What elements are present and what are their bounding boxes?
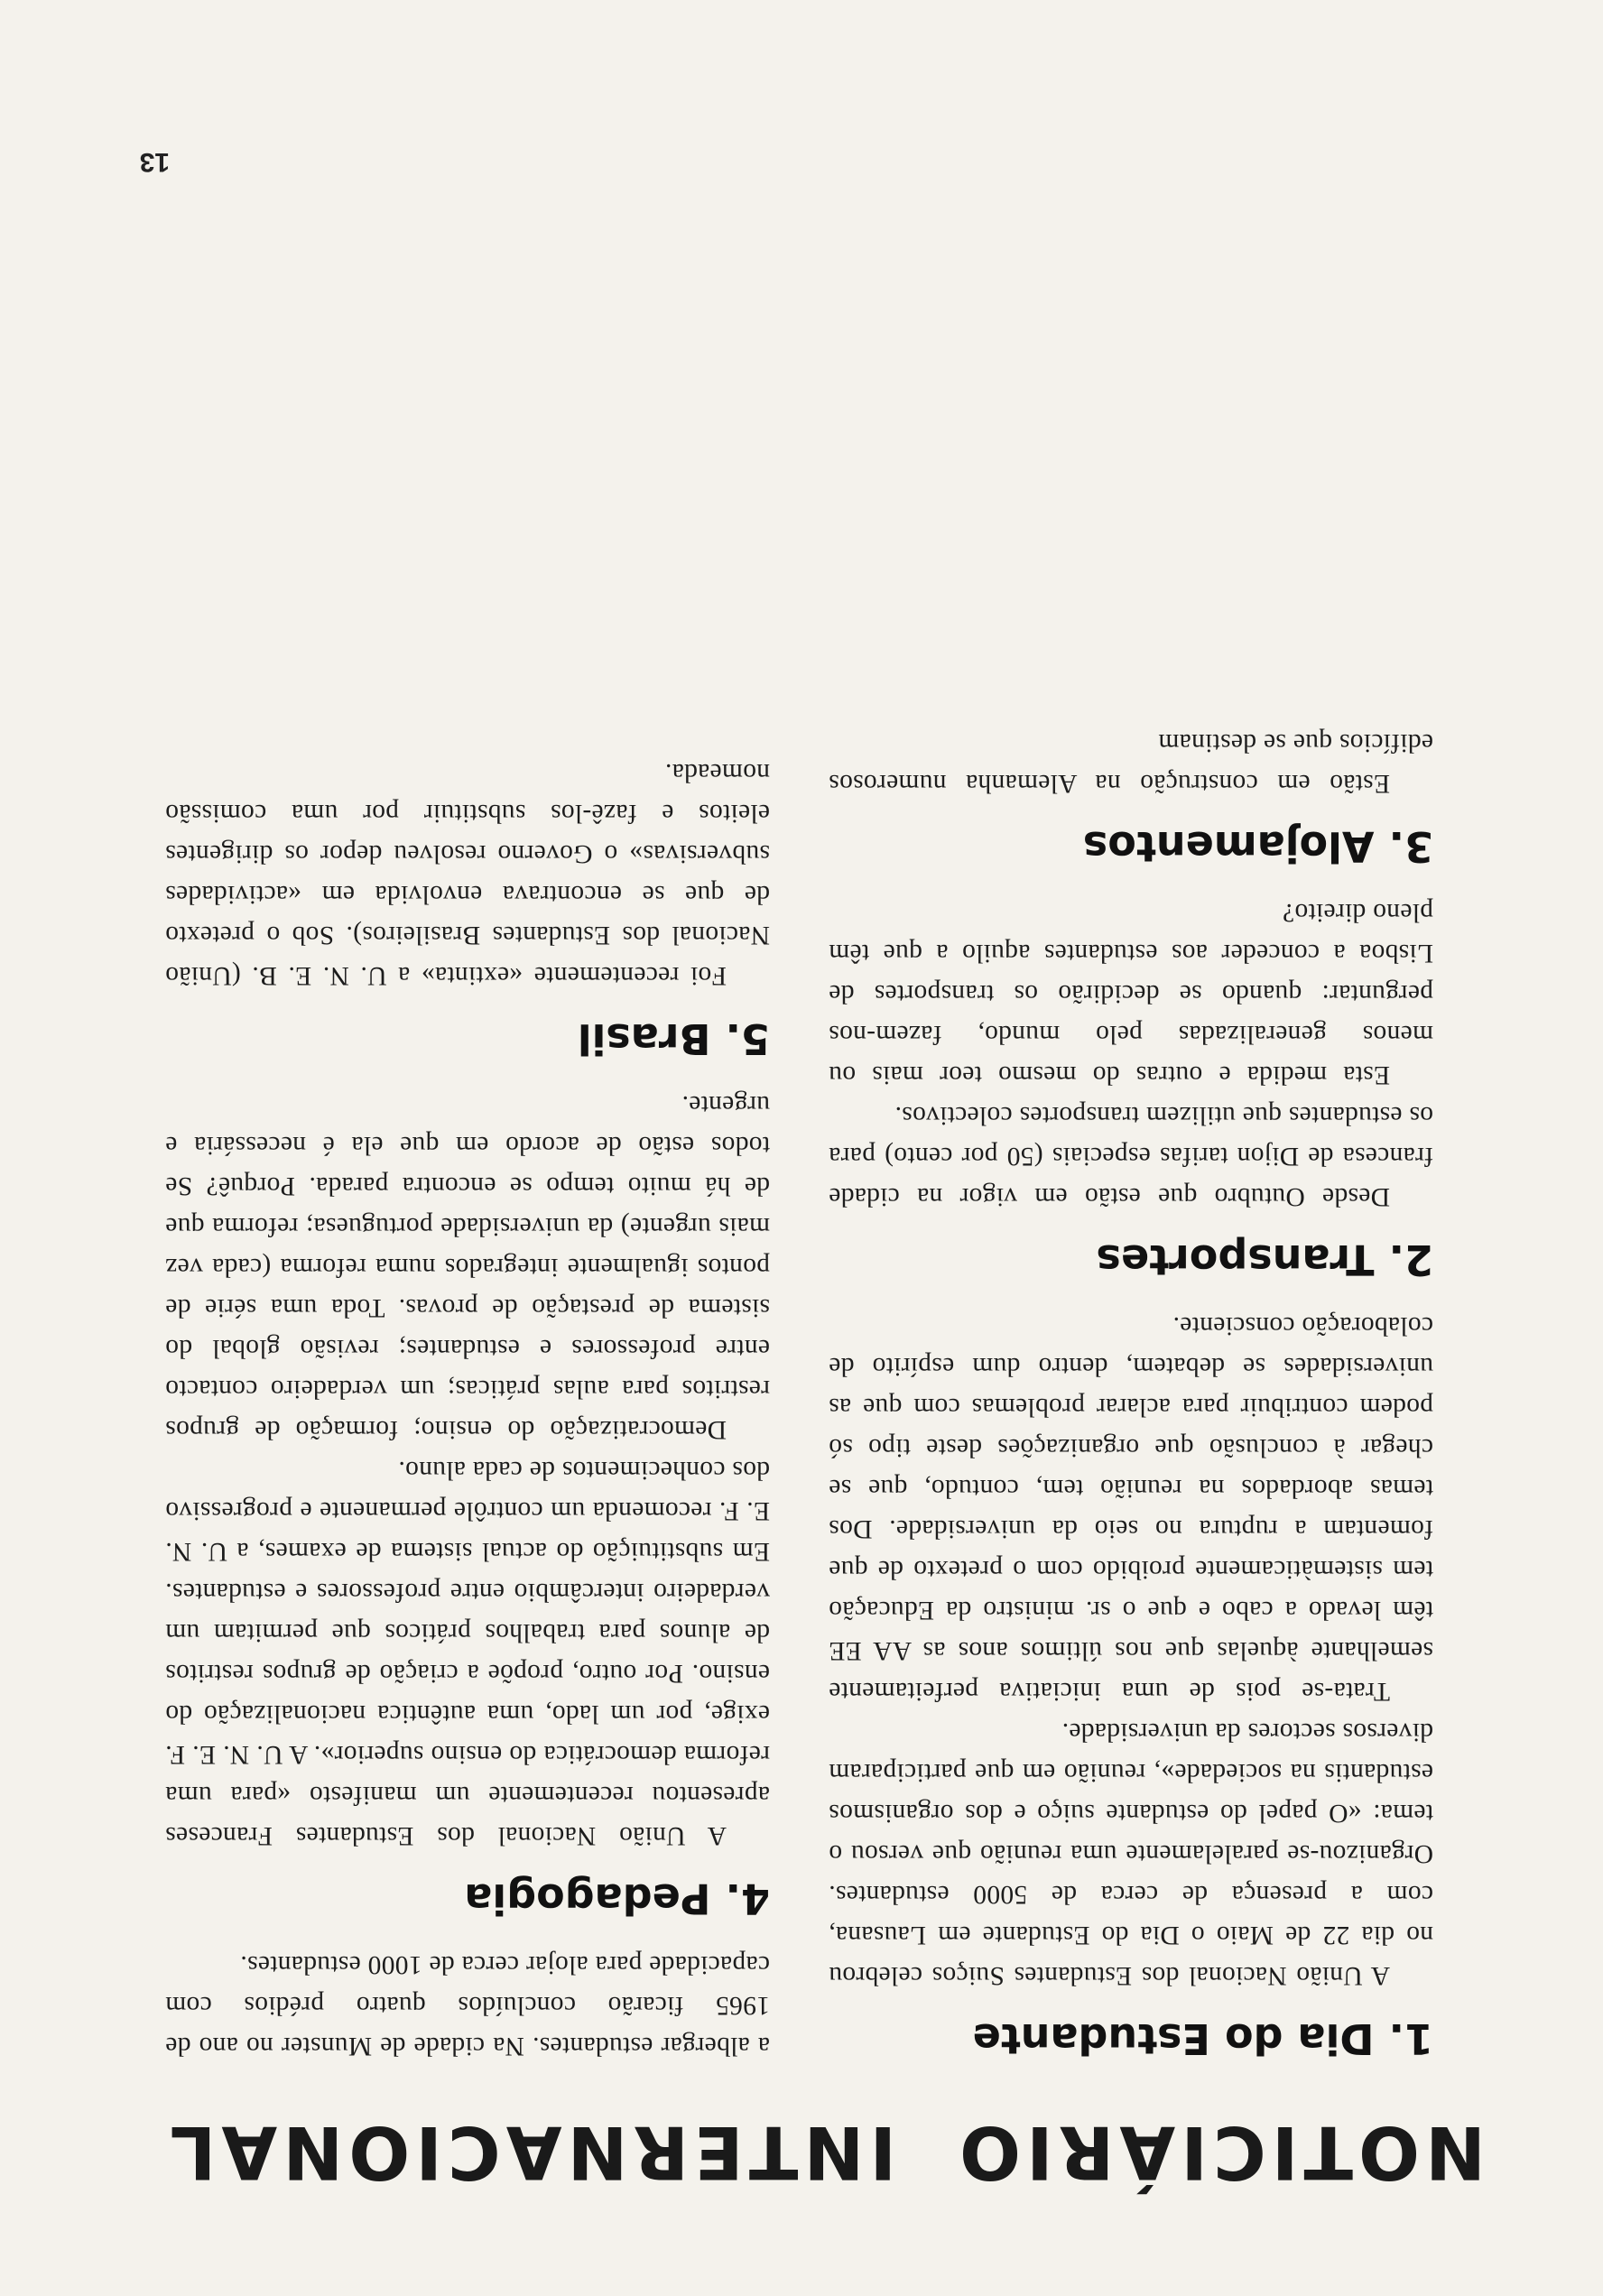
paragraph: A União Nacional dos Estudantes Franceses apresentou recentemente um manifesto «para uma reforma democrática do ensino superior». A U. N. E. F. exige, por um lado, uma autêntica nacionalização do ensino. Por outro, propõe a criação de grupos restritos de alunos para trabalhos práticos que permitam um verdadeiro intercâmbio entre professores e estudantes. Em substituição do actual sistema de exames, a U. N. E. F. recomenda um contrôle permanente e progressivo dos conhecimentos de cada aluno. xyxy=(165,1456,770,1850)
paragraph: Estão em construção na Alemanha numerosos edifícios que se destinam xyxy=(829,728,1433,798)
section-heading-brasil: 5. Brasil xyxy=(577,1014,770,1063)
left-column xyxy=(829,722,1433,2066)
right-column xyxy=(165,752,770,2066)
section-heading-dia-do-estudante: 1. Dia do Estudante xyxy=(972,2014,1433,2063)
paragraph: Esta medida e outras do mesmo teor mais ou menos generalizadas pelo mundo, fazem-nos perguntar: quando se decidirão os transportes de Lisboa a conceder aos estudantes aquilo a que têm pleno direito? xyxy=(829,898,1433,1089)
section-heading-alojamentos: 3. Alojamentos xyxy=(1082,822,1433,871)
page-title: NOTICIÁRIO INTERNACIONAL xyxy=(164,2110,1486,2194)
paragraph: Desde Outubro que estão em vigor na cidade francesa de Dijon tarifas especiais (50 por cento) para os estudantes que utilizem transportes colectivos. xyxy=(829,1101,1433,1211)
paragraph: Foi recentemente «extinta» a U. N. E. B. (União Nacional dos Estudantes Brasileiros). Sob o pretexto de que se encontrava envolvida em «actividades subversivas» o Governo resolveu depor os dirigentes eleitos e fazê-los substituir por uma comissão nomeada. xyxy=(165,758,770,990)
paragraph-continuation: a albergar estudantes. Na cidade de Munster no ano de 1965 ficarão concluídos quatro prédios com capacidade para alojar cerca de 1000 estudantes. xyxy=(165,1950,770,2060)
section-heading-transportes: 2. Transportes xyxy=(1096,1236,1433,1284)
paragraph: Trata-se pois de uma iniciativa perfeitamente semelhante àquelas que nos últimos anos as AA EE têm levado a cabo e que o sr. ministro da Educação tem sistemàticamente proibido com o pretexto de que fomentam a ruptura no seio da universidade. Dos temas abordados na reunião tem, contudo, que se chegar à conclusão que organizações deste tipo só podem contribuir para aclarar problemas com que as universidades se debatem, dentro dum espírito de colaboração consciente. xyxy=(829,1311,1433,1706)
section-heading-pedagogia: 4. Pedagogia xyxy=(464,1875,770,1923)
page-number: 13 xyxy=(139,147,170,177)
paragraph: Democratização do ensino; formação de grupos restritos para aulas práticas; um verdadeiro contacto entre professores e estudantes; revisão global do sistema de prestação de provas. Toda uma série de pontos igualmente integrados numa reforma (cada vez mais urgente) da universidade portuguesa; reforma que de há muito tempo se encontra parada. Porquê? Se todos estão de acordo em que ela é necessária e urgente. xyxy=(165,1090,770,1444)
paragraph: A União Nacional dos Estudantes Suiços celebrou no dia 22 de Maio o Dia do Estudante em Lausana, com a presença de cerca de 5000 estudantes. Organizou-se paralelamente uma reunião que versou o tema: «O papel do estudante suiço e dos organismos estudantis na sociedade», reunião em que participaram diversos sectores da universidade. xyxy=(829,1717,1433,1990)
